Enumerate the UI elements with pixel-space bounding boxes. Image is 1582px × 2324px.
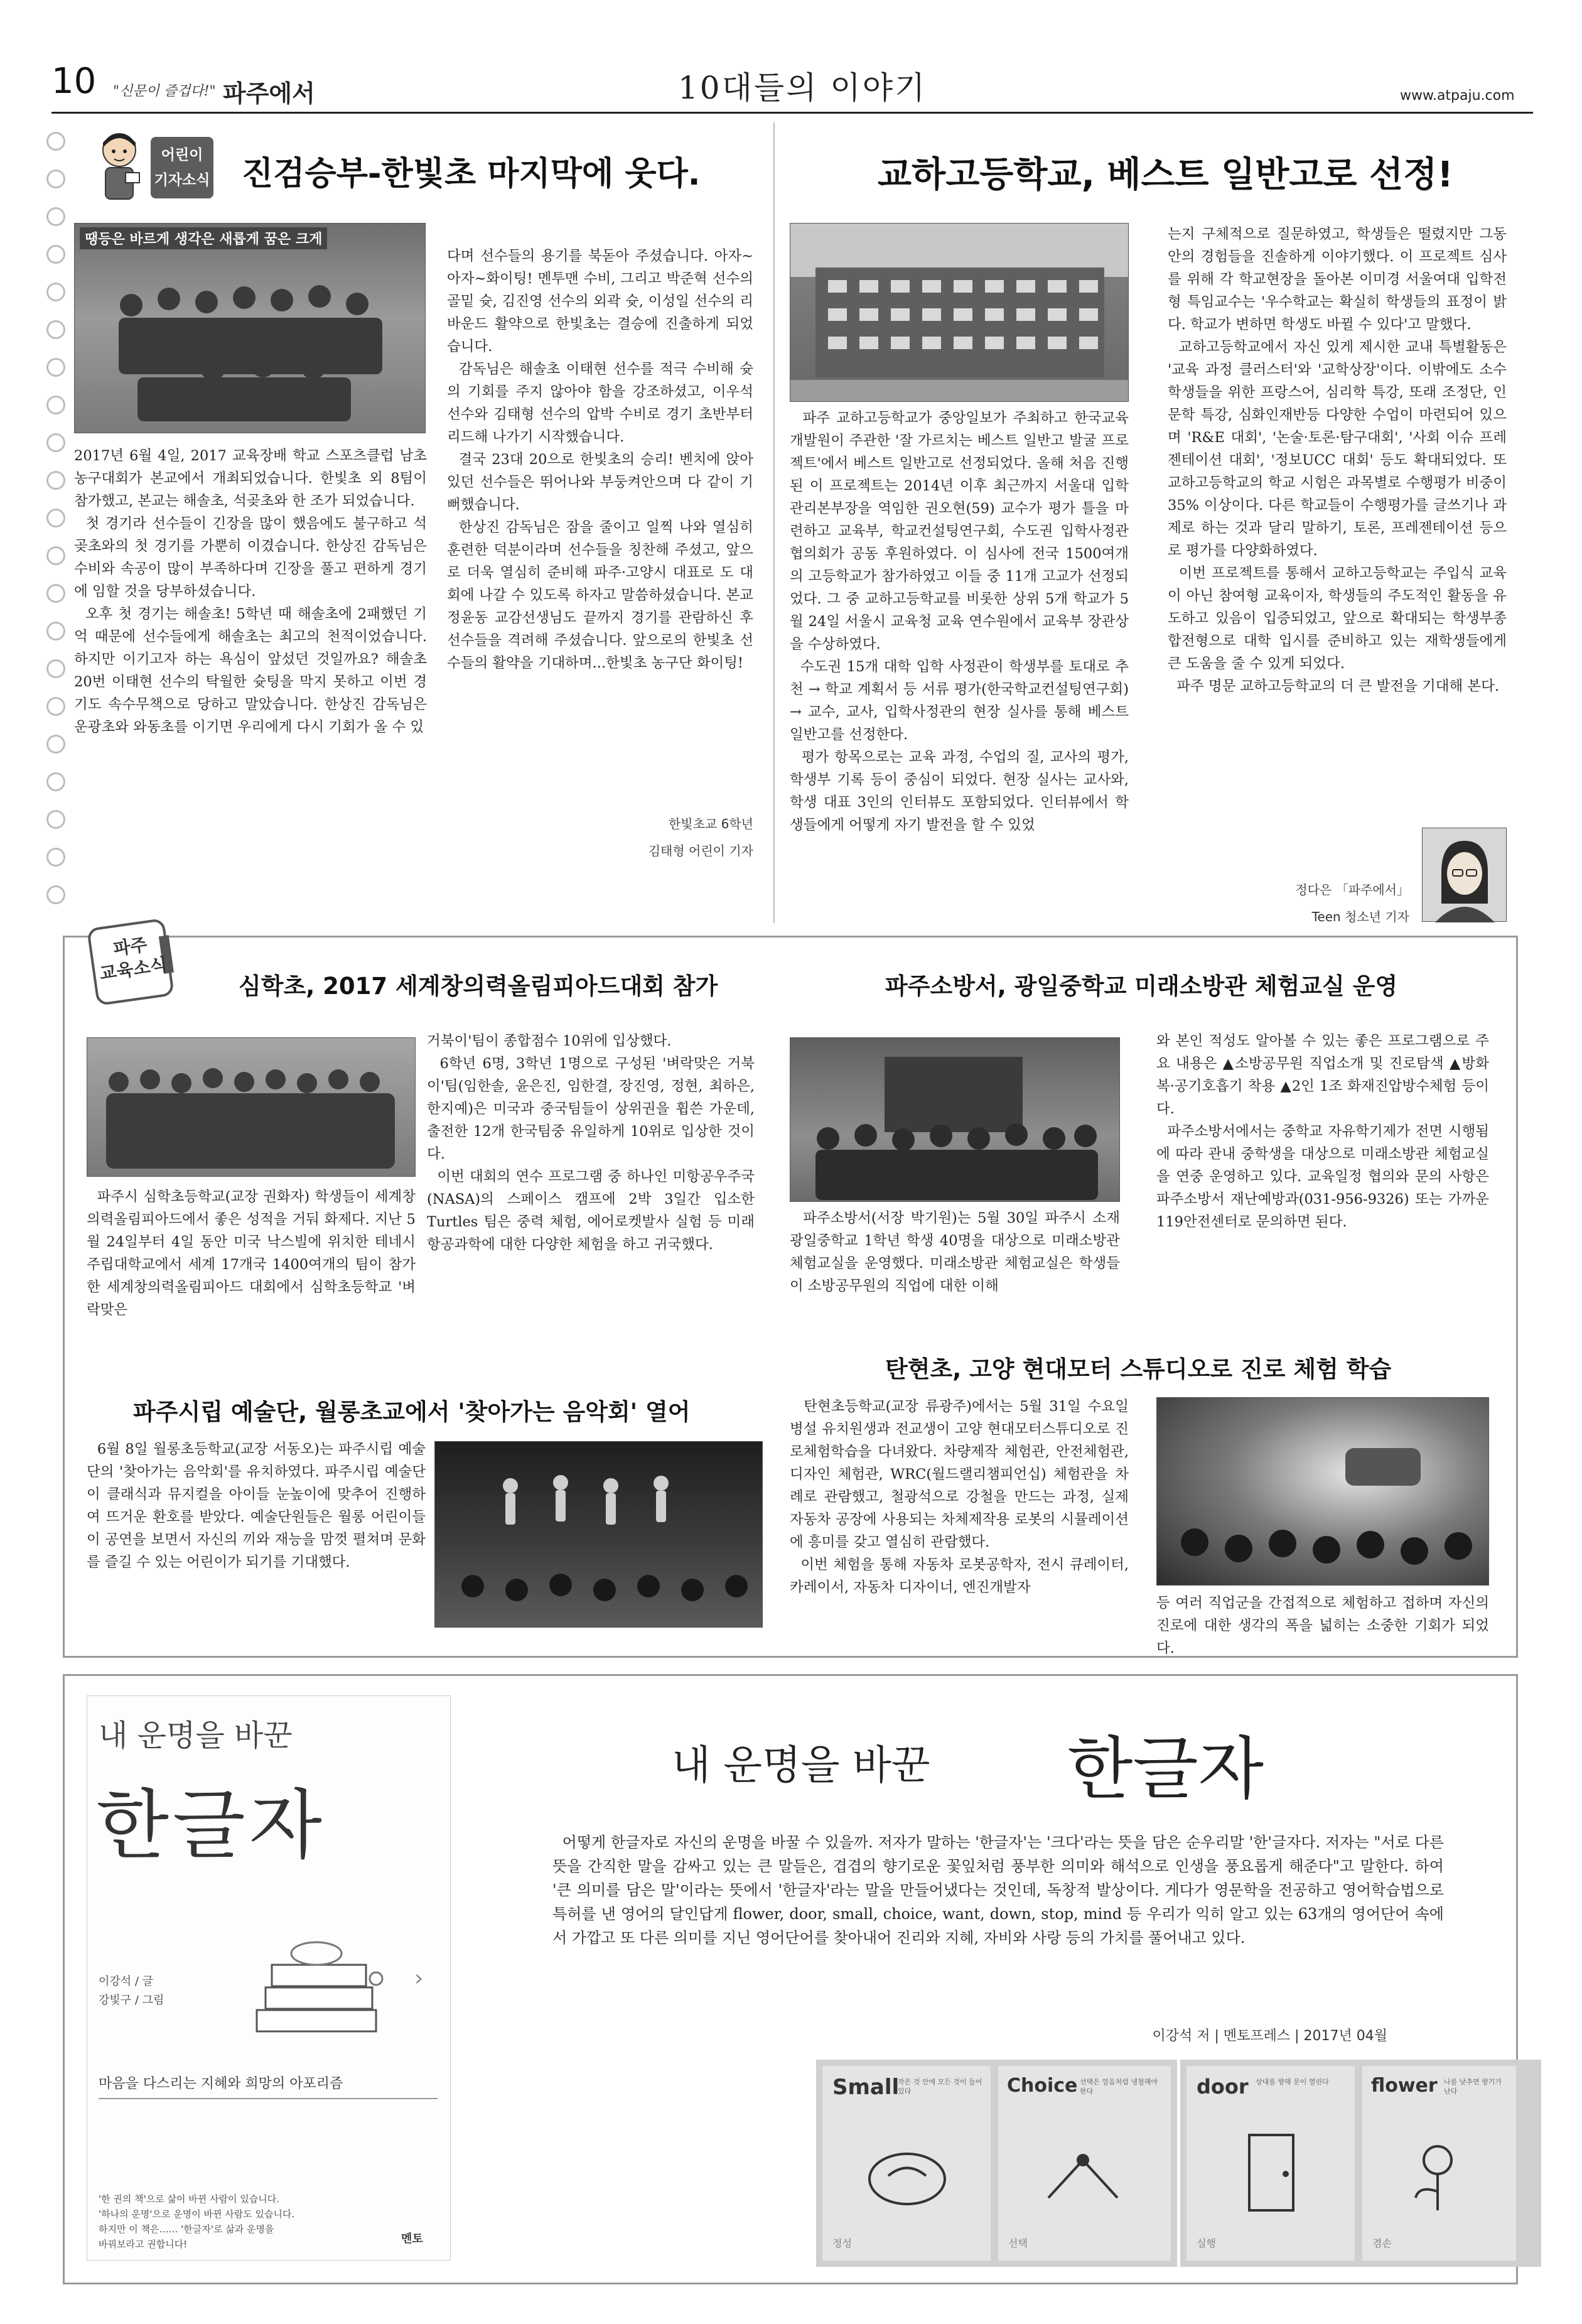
card-desc: 상대를 향해 문이 열린다 [1256, 2078, 1329, 2086]
fire-col2: 와 본인 적성도 알아볼 수 있는 좋은 프로그램으로 주요 내용은 ▲소방공무원 직업소개 및 진로탐색 ▲방화복·공기호흡기 착용 ▲2인 1조 화재진압방수체험 등이다. 파주소방서에서는 중학교 자유학기제가 전면 시행됨에 따라 관내 중학생을 대상으로 미래소방관 체험교실을 연중 운영하고 있다. 교육일정 협의와 문의 사항은 파주소방서 재난예방과(031-956-9326) 또는 가까운 119안전센터로 문의하면 된다. [1156, 1033, 1489, 1230]
cover-quote-3: 하지만 이 책은…… '한글자'로 삶과 운명을 [99, 2224, 274, 2235]
card-desc: 나를 낮추면 향기가 난다 [1444, 2078, 1502, 2095]
card-desc: 선택은 얼음처럼 냉철해야 한다 [1080, 2078, 1158, 2095]
card-label: 선택 [1008, 2237, 1028, 2249]
card-word: door [1197, 2075, 1249, 2099]
simhak-col2: 거북이'팀이 종합점수 10위에 입상했다. 6학년 6명, 3학년 1명으로 구성된 '벼락맞은 거북이'팀(임한솔, 윤은진, 임한결, 장진영, 정현, 최하은, 한지예)은 미국과 중국팀들이 상위권을 휩쓴 가운데, 출전한 12개 한국팀중 유일하게 10위로 입상한 것이다. 이번 대회의 연수 프로그램 중 하나인 미항공우주국(NASA)의 스페이스 캠프에 2박 3일간 입소한 Turtles 팀은 중력 체험, 에어로켓발사 실험 등 미래항공과학에 대한 다양한 체험을 하고 귀국했다. [427, 1033, 755, 1253]
cover-quote-2: '하나의 운명'으로 운명이 바뀐 사람도 있습니다. [99, 2208, 295, 2220]
tanhyun-studio-photo [1156, 1397, 1489, 1586]
header-rule [51, 112, 1533, 114]
cover-quote-1: '한 권의 책'으로 삶이 바뀐 사람이 있습니다. [99, 2193, 279, 2205]
kid-reporter-icon [94, 129, 144, 204]
card-flower [1362, 2066, 1516, 2261]
photo-banner-text: 땡등은 바르게 생각은 새롭게 꿈은 크게 [80, 227, 327, 249]
gyoha-col1: 파주 교하고등학교가 중앙일보가 주최하고 한국교육개발원이 주관한 '잘 가르치는 베스트 일반고 발굴 프로젝트'에서 베스트 일반고로 선정되었다. 올해 처음 진행된 이 프로젝트는 2014년 이후 최근까지 서울대 입학관리본부장을 역임한 권오현(59) 교수가 평가 틀을 마련하고 교육부, 학교컨설팅연구회, 수도권 입학사정관협의회가 공동 후원하였다. 이 심사에 전국 1500여개의 고등학교가 참가하였고 이들 중 11개 고교가 선정되었다. 그 중 교하고등학교를 비롯한 상위 5개 학교가 5월 24일 서울시 교육청 교육 연수원에서 교육부 장관상을 수상하였다. 수도권 15개 대학 입학 사정관이 학생부를 토대로 추천 → 학교 계획서 등 서류 평가(한국학교컨설팅연구회) → 교수, 교사, 입학사정관의 현장 실사를 통해 베스트 일반고를 선정한다. 평가 항목으로는 교육 과정, 수업의 질, 교사의 평가, 학생부 기록 등이 중심이 되었다. 현장 실사는 교사와, 학생 대표 3인의 인터뷰도 포함되었다. 인터뷰에서 학생들에게 어떻게 자기 발전을 할 수 있었 [790, 410, 1129, 833]
card-small [822, 2066, 991, 2261]
book-headline-big: 한글자 [1067, 1730, 1264, 1808]
card-label: 실행 [1197, 2237, 1216, 2249]
cover-illustrator: 강빛구 / 그림 [99, 1994, 164, 2007]
kendo-team-photo [74, 223, 426, 433]
fire-headline: 파주소방서, 광일중학교 미래소방관 체험교실 운영 [885, 973, 1398, 1000]
music-headline: 파주시립 예술단, 월롱초교에서 '찾아가는 음악회' 열어 [133, 1398, 691, 1425]
simhak-team-photo [87, 1037, 416, 1177]
book-credit: 이강석 저 | 멘토프레스 | 2017년 04월 [1152, 2028, 1387, 2044]
cover-quote-4: 바꿔보라고 권합니다! [99, 2239, 188, 2250]
book-cover [87, 1695, 451, 2261]
section-title: 10대들의 이야기 [678, 70, 927, 106]
simhak-col1: 파주시 심학초등학교(교장 권화자) 학생들이 세계창의력올림피아드에서 좋은 성적을 거둬 화제다. 지난 5월 24일부터 4일 동안 미국 낙스빌에 위치한 테네시 주립대학교에서 세계 17개국 1400여개의 팀이 참가한 세계창의력올림피아드 대회에서 심학초등학교 '벼락맞은 [87, 1189, 421, 1318]
column-divider [773, 122, 775, 923]
gyoha-byline-role: Teen 청소년 기자 [1311, 909, 1409, 924]
kendo-col1: 2017년 6월 4일, 2017 교육장배 학교 스포츠클럽 남초 농구대회가 본교에서 개최되었습니다. 한빛초 외 8팀이 참가했고, 본교는 해솔초, 석곶초와 한 조가 되었습니다. 첫 경기라 선수들이 긴장을 많이 했음에도 불구하고 석곶초와의 첫 경기를 가뿐히 이겼습니다. 한상진 감독님은 수비와 속공이 많이 부족하다며 긴장을 풀고 편하게 경기에 임할 것을 당부하셨습니다. 오후 첫 경기는 해솔초! 5학년 때 해솔초에 2패했던 기억 때문에 선수들에게 해솔초는 최고의 천적이었습니다. 하지만 이기고자 하는 욕심이 앞섰던 것일까요? 해솔초 20번 이태현 선수의 탁월한 슛팅을 막지 못하고 이번 경기도 속수무책으로 당하고 말았습니다. 한상진 감독님은 운광초와 와동초를 이기면 우리에게 다시 기회가 올 수 있 [74, 448, 428, 735]
book-page-card [816, 2060, 1177, 2267]
kendo-byline-school: 한빛초교 6학년 [668, 816, 753, 831]
card-word: Small [832, 2075, 900, 2100]
card-label: 겸손 [1372, 2237, 1392, 2249]
fire-col1: 파주소방서(서장 박기원)는 5월 30일 파주시 소재 광일중학교 1학년 학생 40명을 대상으로 미래소방관 체험교실을 운영했다. 미래소방관 체험교실은 학생들이 소방공무원의 직업에 대한 이해 [790, 1210, 1125, 1294]
card-choice [998, 2066, 1171, 2261]
music-col1: 6월 8일 월롱초등학교(교장 서동오)는 파주시립 예술단의 '찾아가는 음악회'를 유치하였다. 파주시립 예술단이 클래식과 뮤지컬을 아이들 눈높이에 맞추어 진행하여 뜨거운 환호를 받았다. 예술단원들은 월롱 어린이들이 공연을 보면서 자신의 끼와 재능을 맘껏 펼쳐며 문화를 즐길 수 있는 어린이가 되기를 기대했다. [87, 1441, 426, 1570]
reporter-portrait [1422, 828, 1507, 922]
card-label: 정성 [832, 2237, 852, 2249]
cover-author: 이강석 / 글 [99, 1975, 154, 1988]
website-link[interactable]: www.atpaju.com [1400, 88, 1515, 104]
cover-publisher: 멘토 [401, 2232, 423, 2246]
simhak-headline: 심학초, 2017 세계창의력올림피아드대회 참가 [239, 973, 718, 1000]
kid-reporter-badge: 어린이 기자소식 [151, 137, 213, 198]
book-headline-small: 내 운명을 바꾼 [672, 1743, 930, 1789]
edu-badge-label: 파주 교육소식 [98, 934, 169, 985]
gyoha-col2: 는지 구체적으로 질문하였고, 학생들은 떨렸지만 그동안의 경험들을 진솔하게 이야기했다. 이 프로젝트 심사를 위해 각 학교현장을 돌아본 이미경 서울여대 입학전형 특임교수는 '우수학교는 확실히 학생들의 표정이 밝다. 학교가 변하면 학생도 바뀔 수 있다'고 말했다. 교하고등학교에서 자신 있게 제시한 교내 특별활동은 '교육 과정 클러스터'와 '교학상장'이다. 이밖에도 소수학생들을 위한 프랑스어, 심리학 특강, 또래 조정단, 인문학 특강, 심화인재반등 다양한 수업이 마련되어 있으며 'R&E 대회', '논술·토론·탐구대회', '사회 이슈 프레젠테이션 대회', '정보UCC 대회' 등도 확대되었다. 또 교하고등학교의 학교 시험은 과목별로 수행평가 비중이 35% 이상이다. 다른 학교들이 수행평가를 글쓰기나 과제로 하는 것과 달리 말하기, 토론, 프레젠테이션 등으로 평가를 다양화하였다. 이번 프로젝트를 통해서 교하고등학교는 주입식 교육이 아닌 참여형 교육이자, 학생들의 주도적인 활동을 유도하고 있음이 입증되었고, 앞으로 확대되는 학생부종합전형으로 대학 입시를 준비하고 있는 재학생들에게 큰 도움을 줄 수 있게 되었다. 파주 명문 교하고등학교의 더 큰 발전을 기대해 본다. [1168, 226, 1507, 694]
book-page-card-2 [1180, 2060, 1541, 2267]
tanhyun-col2: 등 여러 직업군을 간접적으로 체험하고 접하며 자신의 진로에 대한 생각의 폭을 넓히는 소중한 기회가 되었다. [1156, 1595, 1494, 1657]
fire-class-photo [790, 1037, 1120, 1202]
gyoha-headline: 교하고등학교, 베스트 일반고로 선정! [878, 154, 1453, 195]
gyoha-byline-name: 정다은 「파주에서」 [1295, 882, 1409, 897]
cover-title-small: 내 운명을 바꾼 [99, 1718, 293, 1753]
header-slogan: "신문이 즐겁다!" [113, 84, 216, 99]
kendo-byline-name: 김태형 어린이 기자 [648, 843, 753, 858]
card-desc: 작은 것 안에 모든 것이 들어 있다 [898, 2078, 982, 2095]
card-word: flower [1371, 2075, 1438, 2097]
cover-title-big: 한글자 [96, 1782, 326, 1869]
books-illustration [244, 1928, 389, 2048]
cover-next-arrow[interactable]: › [414, 1965, 424, 1991]
tanhyun-headline: 탄현초, 고양 현대모터 스튜디오로 진로 체험 학습 [885, 1356, 1392, 1383]
cover-subtitle: 마음을 다스리는 지혜와 희망의 아포리즘 [99, 2076, 343, 2092]
kendo-headline: 진검승부-한빛초 마지막에 웃다. [242, 155, 701, 193]
cover-divider [99, 2098, 438, 2099]
card-door [1186, 2066, 1355, 2261]
card-word: Choice [1007, 2075, 1078, 2097]
music-concert-photo [434, 1441, 763, 1628]
page-number: 10 [51, 61, 97, 102]
book-body: 어떻게 한글자로 자신의 운명을 바꿀 수 있을까. 저자가 말하는 '한글자'는 '크다'라는 뜻을 담은 순우리말 '한'글자다. 저자는 "서로 다른 뜻을 간직한 말을 감싸고 있는 큰 말들은, 겹겹의 향기로운 꽃잎처럼 풍부한 의미와 해석으로 인생을 풍요롭게 해준다"고 말한다. 하여 '큰 의미를 담은 말'이라는 뜻에서 '한글자'라는 말을 만들어냈다는 것인데, 독창적 발상이다. 게다가 영문학을 전공하고 영어학습법으로 특허를 낸 영어의 달인답게 flower, door, small, choice, want, down, stop, mind 등 우리가 익히 알고 있는 63개의 영어단어 속에서 가깝고 또 다른 의미를 지닌 영어단어를 찾아내어 진리와 지혜, 자비와 사랑 등의 가치를 풀어내고 있다. [552, 1834, 1449, 1947]
header-brand: 파주에서 [223, 80, 315, 107]
gyoha-school-photo [790, 223, 1129, 402]
spiral-binding [38, 126, 75, 911]
tanhyun-col1: 탄현초등학교(교장 류광주)에서는 5월 31일 수요일 병설 유치원생과 전교생이 고양 현대모터스튜디오로 진로체험학습을 다녀왔다. 차량제작 체험관, 안전체험관, 디자인 체험관, WRC(월드랠리챔피언십) 체험관을 차례로 관람했고, 철광석으로 강철을 만드는 과정, 실제 자동차 공장에 사용되는 차체제작용 로봇의 시뮬레이션에 흥미를 갖고 열심히 관람했다. 이번 체험을 통해 자동차 로봇공학자, 전시 큐레이터, 카레이서, 자동차 디자이너, 엔진개발자 [790, 1398, 1129, 1596]
kendo-col2: 다며 선수들의 용기를 북돋아 주셨습니다. 아자~아자~화이팅! 멘투맨 수비, 그리고 박준혁 선수의 골밑 슛, 김진영 선수의 외곽 슛, 이성일 선수의 리바운드 활약으로 한빛초는 결승에 진출하게 되었습니다. 감독님은 해솔초 이태현 선수를 적극 수비해 슛의 기회를 주지 않아야 함을 강조하셨고, 이우석 선수와 김태형 선수의 압박 수비로 경기 초반부터 리드해 나가기 시작했습니다. 결국 23대 20으로 한빛초의 승리! 벤치에 앉아있던 선수들은 뛰어나와 부둥켜안으며 다 같이 기뻐했습니다. 한상진 감독님은 잠을 줄이고 일찍 나와 열심히 훈련한 덕분이라며 선수들을 칭찬해 주셨고, 앞으로 더욱 열심히 준비해 파주·고양시 대표로 도 대회에 나갈 수 있도록 하자고 말씀하셨습니다. 본교 정윤동 교감선생님도 끝까지 경기를 관람하신 후 선수들을 격려해 주셨습니다. 앞으로의 한빛초 선수들의 활약을 기대하며...한빛초 농구단 화이팅! [447, 248, 753, 671]
